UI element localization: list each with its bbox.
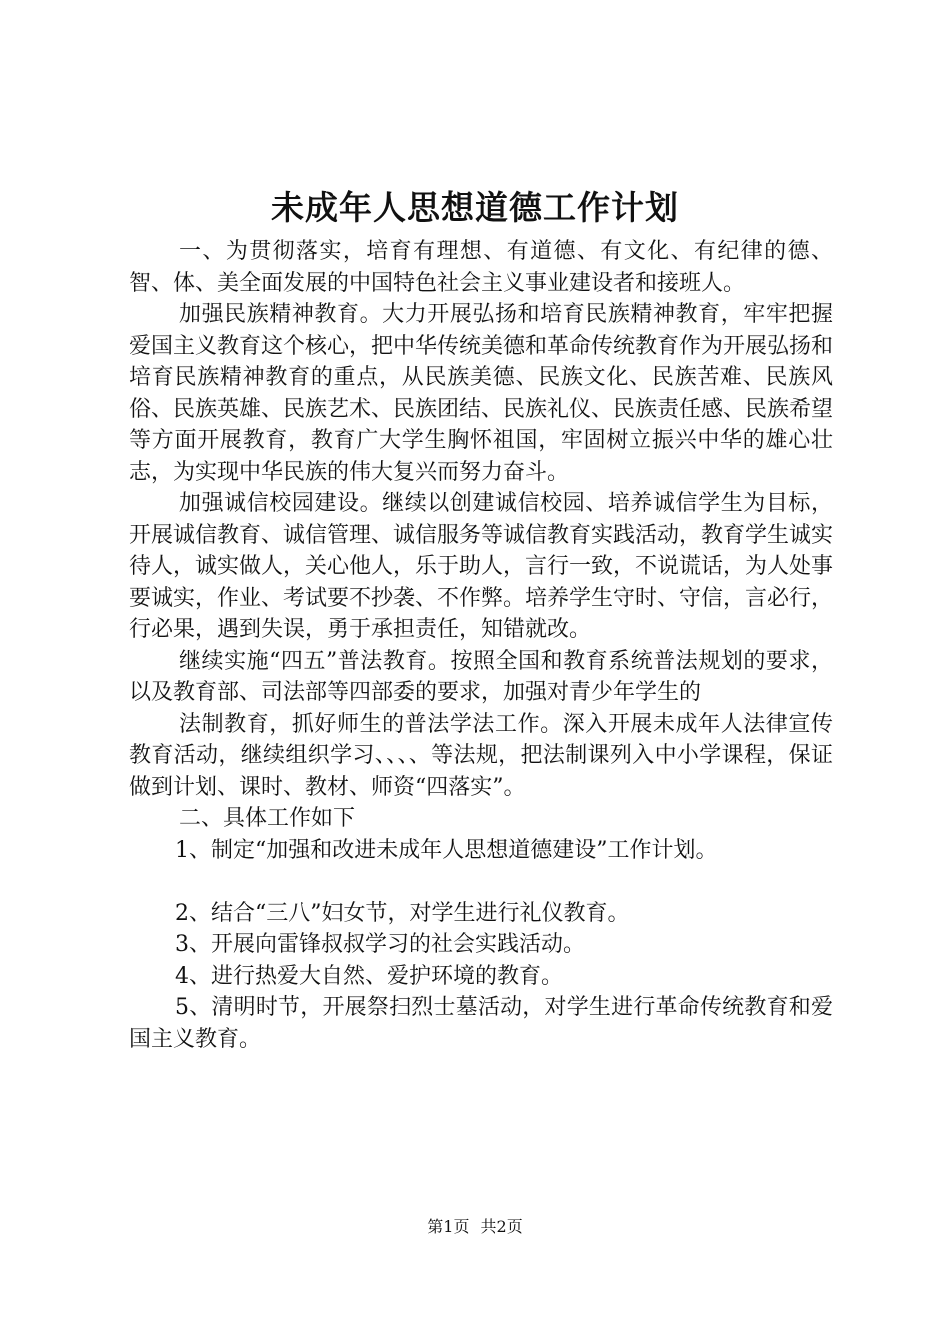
paragraph-intro: 一、为贯彻落实，培育有理想、有道德、有文化、有纪律的德、智、体、美全面发展的中国特色社会主义事业建设者和接班人。: [129, 239, 833, 296]
page-footer: [0, 1216, 950, 1238]
list-item-5: 5、清明时节，开展祭扫烈士墓活动，对学生进行革命传统教育和爱国主义教育。: [129, 995, 833, 1052]
document-title: 未成年人思想道德工作计划: [271, 188, 679, 227]
paragraph-national-spirit: 加强民族精神教育。大力开展弘扬和培育民族精神教育，牢牢把握爱国主义教育这个核心，把中华传统美德和革命传统教育作为开展弘扬和培育民族精神教育的重点，从民族美德、民族文化、民族苦难、民族风俗、民族英雄、民族艺术、民族团结、民族礼仪、民族责任感、民族希望等方面开展教育，教育广大学生胸怀祖国，牢固树立振兴中华的雄心壮志，为实现中华民族的伟大复兴而努力奋斗。: [129, 302, 834, 485]
list-item-2: 2、结合“三八”妇女节，对学生进行礼仪教育。: [175, 900, 630, 926]
page-total: 共2页: [480, 1217, 523, 1236]
paragraph-legal-education-continued: 法制教育，抓好师生的普法学法工作。深入开展未成年人法律宣传教育活动，继续组织学习、、、、等法规，把法制课列入中小学课程，保证做到计划、课时、教材、师资“四落实”。: [129, 711, 833, 800]
list-item-3: 3、开展向雷锋叔叔学习的社会实践活动。: [175, 932, 585, 957]
list-item-1: 1、制定“加强和改进未成年人思想道德建设”工作计划。: [175, 837, 718, 863]
section-heading-specific-work: 二、具体工作如下: [179, 806, 356, 831]
blank-line: [129, 866, 833, 898]
paragraph-integrity-campus: 加强诚信校园建设。继续以创建诚信校园、培养诚信学生为目标，开展诚信教育、诚信管理、诚信服务等诚信教育实践活动，教育学生诚实待人，诚实做人，关心他人，乐于助人，言行一致，不说谎话，为人处事要诚实，作业、考试要不抄袭、不作弊。培养学生守时、守信，言必行，行必果，遇到失误，勇于承担责任，知错就改。: [129, 491, 834, 642]
page-number: 第1页: [427, 1217, 470, 1236]
list-item-4: 4、进行热爱大自然、爱护环境的教育。: [175, 963, 563, 989]
paragraph-legal-education: 继续实施“四五”普法教育。按照全国和教育系统普法规划的要求，以及教育部、司法部等四部委的要求，加强对青少年学生的: [129, 648, 833, 705]
document-body: [129, 236, 833, 1055]
